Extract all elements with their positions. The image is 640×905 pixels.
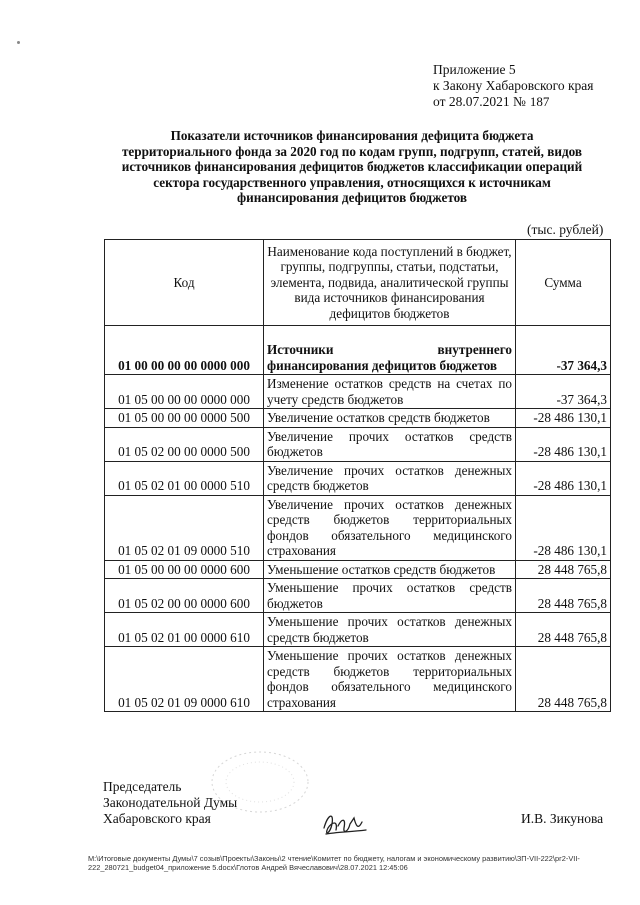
signatory-position-line: Законодательной Думы: [103, 795, 238, 810]
row-code: 01 05 02 01 00 0000 510: [105, 461, 264, 495]
table-row: [105, 409, 611, 428]
units-label: (тыс. рублей): [527, 222, 604, 237]
row-sum: 28 448 765,8: [516, 579, 611, 613]
scan-speck: [17, 41, 20, 44]
table-row: [105, 461, 611, 495]
row-sum: -37 364,3: [516, 326, 611, 375]
row-sum: -28 486 130,1: [516, 427, 611, 461]
row-sum: -28 486 130,1: [516, 409, 611, 428]
table-row: [105, 495, 611, 560]
annex-header: [433, 62, 594, 110]
row-sum: -28 486 130,1: [516, 495, 611, 560]
annex-line-3: [433, 94, 594, 110]
row-sum: -37 364,3: [516, 375, 611, 409]
footer-line: 222_280721_budget04_приложение 5.docx\Глотов Андрей Вячеславович\28.07.2021 12:45:06: [88, 863, 408, 872]
file-path-footer: [88, 854, 618, 872]
annex-date: от 28.07.2021 №: [433, 94, 526, 109]
table-row: [105, 326, 611, 375]
row-code: 01 05 02 01 00 0000 610: [105, 613, 264, 647]
row-name: Изменение остатков средств на счетах по учету средств бюджетов: [264, 375, 516, 409]
row-name: Уменьшение прочих остатков денежных средств бюджетов территориальных фондов обязательного медицинского страхования: [264, 647, 516, 712]
sources-table: [104, 239, 611, 712]
row-name: Уменьшение прочих остатков средств бюджетов: [264, 579, 516, 613]
row-name: Источники внутреннего финансирования дефицитов бюджетов: [264, 326, 516, 375]
row-code: 01 05 02 00 00 0000 500: [105, 427, 264, 461]
signatory-position-line: Хабаровского края: [103, 811, 211, 826]
signatory-name: И.В. Зикунова: [521, 811, 604, 826]
annex-line-1: Приложение 5: [433, 62, 516, 77]
row-sum: 28 448 765,8: [516, 613, 611, 647]
signatory-position-line: Председатель: [103, 779, 182, 794]
row-code: 01 05 02 01 09 0000 510: [105, 495, 264, 560]
row-name: Увеличение остатков средств бюджетов: [264, 409, 516, 428]
table-row: [105, 375, 611, 409]
title-line: Показатели источников финансирования дефицита бюджета: [170, 128, 534, 143]
row-sum: 28 448 765,8: [516, 647, 611, 712]
row-sum: 28 448 765,8: [516, 560, 611, 579]
header-code: Код: [105, 240, 264, 326]
document-title: [96, 128, 608, 206]
row-name: Уменьшение прочих остатков денежных средств бюджетов: [264, 613, 516, 647]
row-code: 01 05 00 00 00 0000 000: [105, 375, 264, 409]
row-code: 01 05 00 00 00 0000 500: [105, 409, 264, 428]
title-line: финансирования дефицитов бюджетов: [236, 190, 468, 206]
handwritten-signature: [320, 806, 370, 840]
header-name: Наименование кода поступлений в бюджет, группы, подгруппы, статьи, подстатьи, элемента, подвида, аналитической группы вида источников финансирования дефицитов бюджетов: [264, 240, 516, 326]
table-row: [105, 579, 611, 613]
table-row: [105, 613, 611, 647]
row-name: Увеличение прочих остатков средств бюджетов: [264, 427, 516, 461]
row-code: 01 05 00 00 00 0000 600: [105, 560, 264, 579]
row-name: Увеличение прочих остатков денежных средств бюджетов территориальных фондов обязательного медицинского страхования: [264, 495, 516, 560]
row-code: 01 00 00 00 00 0000 000: [105, 326, 264, 375]
row-code: 01 05 02 01 09 0000 610: [105, 647, 264, 712]
annex-number: 187: [529, 94, 550, 109]
title-line: территориального фонда за 2020 год по кодам групп, подгрупп, статей, видов: [121, 143, 583, 159]
row-name: Увеличение прочих остатков денежных средств бюджетов: [264, 461, 516, 495]
annex-line-2: к Закону Хабаровского края: [433, 78, 594, 93]
row-name: Уменьшение остатков средств бюджетов: [264, 560, 516, 579]
table-row: [105, 427, 611, 461]
footer-line: М:\Итоговые документы Думы\7 созыв\Проекты\Законы\2 чтение\Комитет по бюджету, налогам и экономическому развитию\ЗП-VII-222\рг2-VII-: [88, 854, 580, 863]
table-row: [105, 647, 611, 712]
row-code: 01 05 02 00 00 0000 600: [105, 579, 264, 613]
header-sum: Сумма: [516, 240, 611, 326]
title-line: сектора государственного управления, относящихся к источникам: [153, 174, 551, 190]
table-row: [105, 560, 611, 579]
title-line: источников финансирования дефицитов бюджетов классификации операций: [121, 159, 583, 175]
signature-block: [103, 779, 237, 827]
row-sum: -28 486 130,1: [516, 461, 611, 495]
table-header-row: [105, 240, 611, 326]
